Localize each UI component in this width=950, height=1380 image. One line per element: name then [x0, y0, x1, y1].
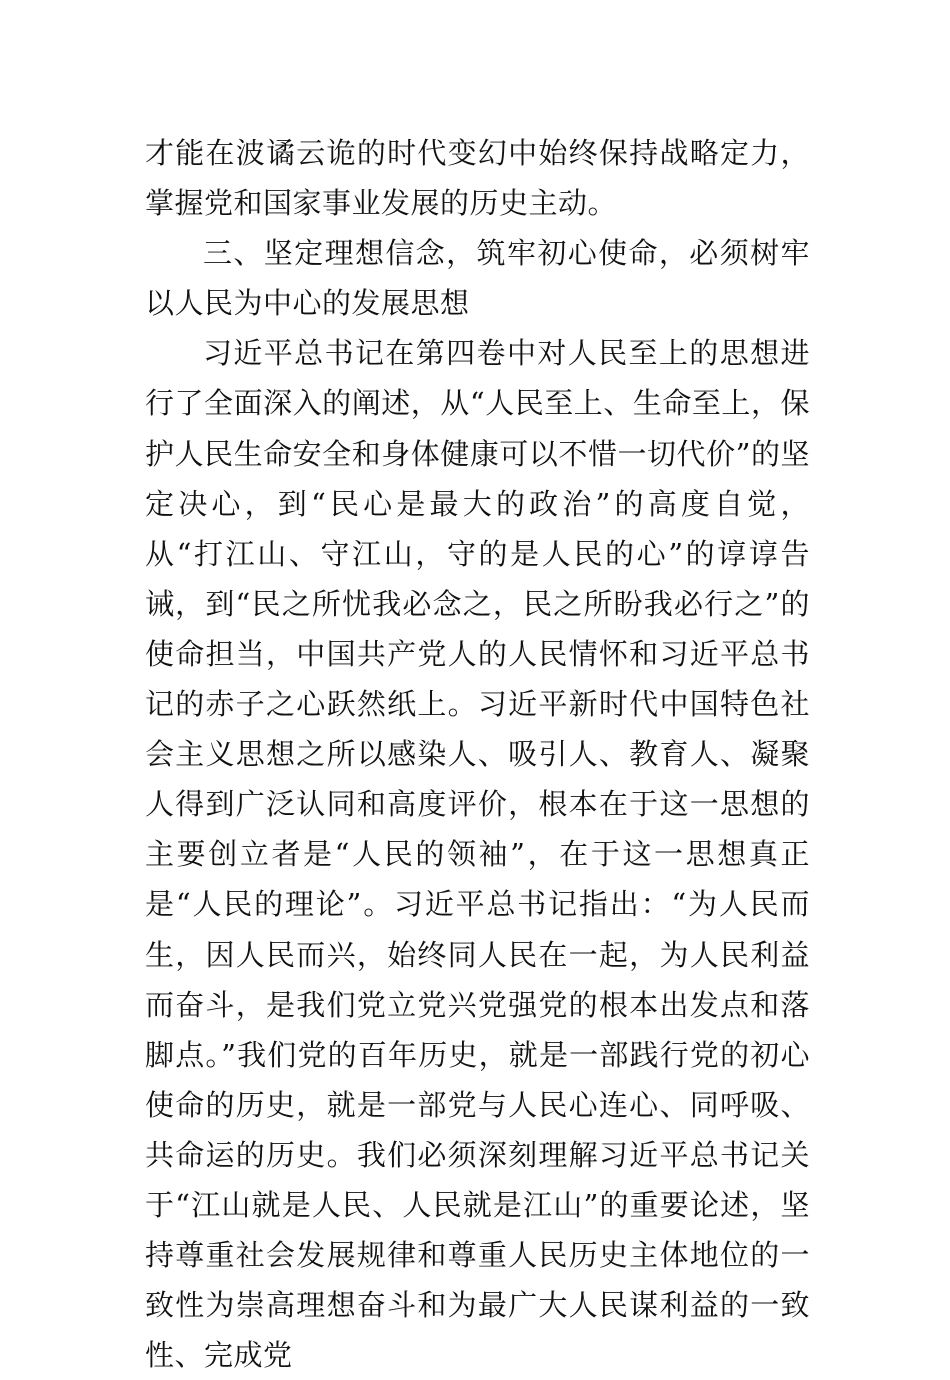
paragraph-continuation: 才能在波谲云诡的时代变幻中始终保持战略定力，掌握党和国家事业发展的历史主动。 — [145, 136, 810, 221]
body-paragraph: 习近平总书记在第四卷中对人民至上的思想进行了全面深入的阐述，从“人民至上、生命至上，保护人民生命安全和身体健康可以不惜一切代价”的坚定决心，到“民心是最大的政治”的高度自觉，从“打江山、守江山，守的是人民的心”的谆谆告诫，到“民之所忧我必念之，民之所盼我必行之”的使命担当，中国共产党人的人民情怀和习近平总书记的赤子之心跃然纸上。习近平新时代中国特色社会主义思想之所以感染人、吸引人、教育人、凝聚人得到广泛认同和高度评价，根本在于这一思想的主要创立者是“人民的领袖”，在于这一思想真正是“人民的理论”。习近平总书记指出：“为人民而生，因人民而兴，始终同人民在一起，为人民利益而奋斗，是我们党立党兴党强党的根本出发点和落脚点。”我们党的百年历史，就是一部践行党的初心使命的历史，就是一部党与人民心连心、同呼吸、共命运的历史。我们必须深刻理解习近平总书记关于“江山就是人民、人民就是江山”的重要论述，坚持尊重社会发展规律和尊重人民历史主体地位的一致性为崇高理想奋斗和为最广大人民谋利益的一致性、完成党 — [145, 336, 810, 1373]
section-heading: 三、坚定理想信念，筑牢初心使命，必须树牢以人民为中心的发展思想 — [145, 236, 810, 321]
document-body — [145, 128, 810, 1380]
